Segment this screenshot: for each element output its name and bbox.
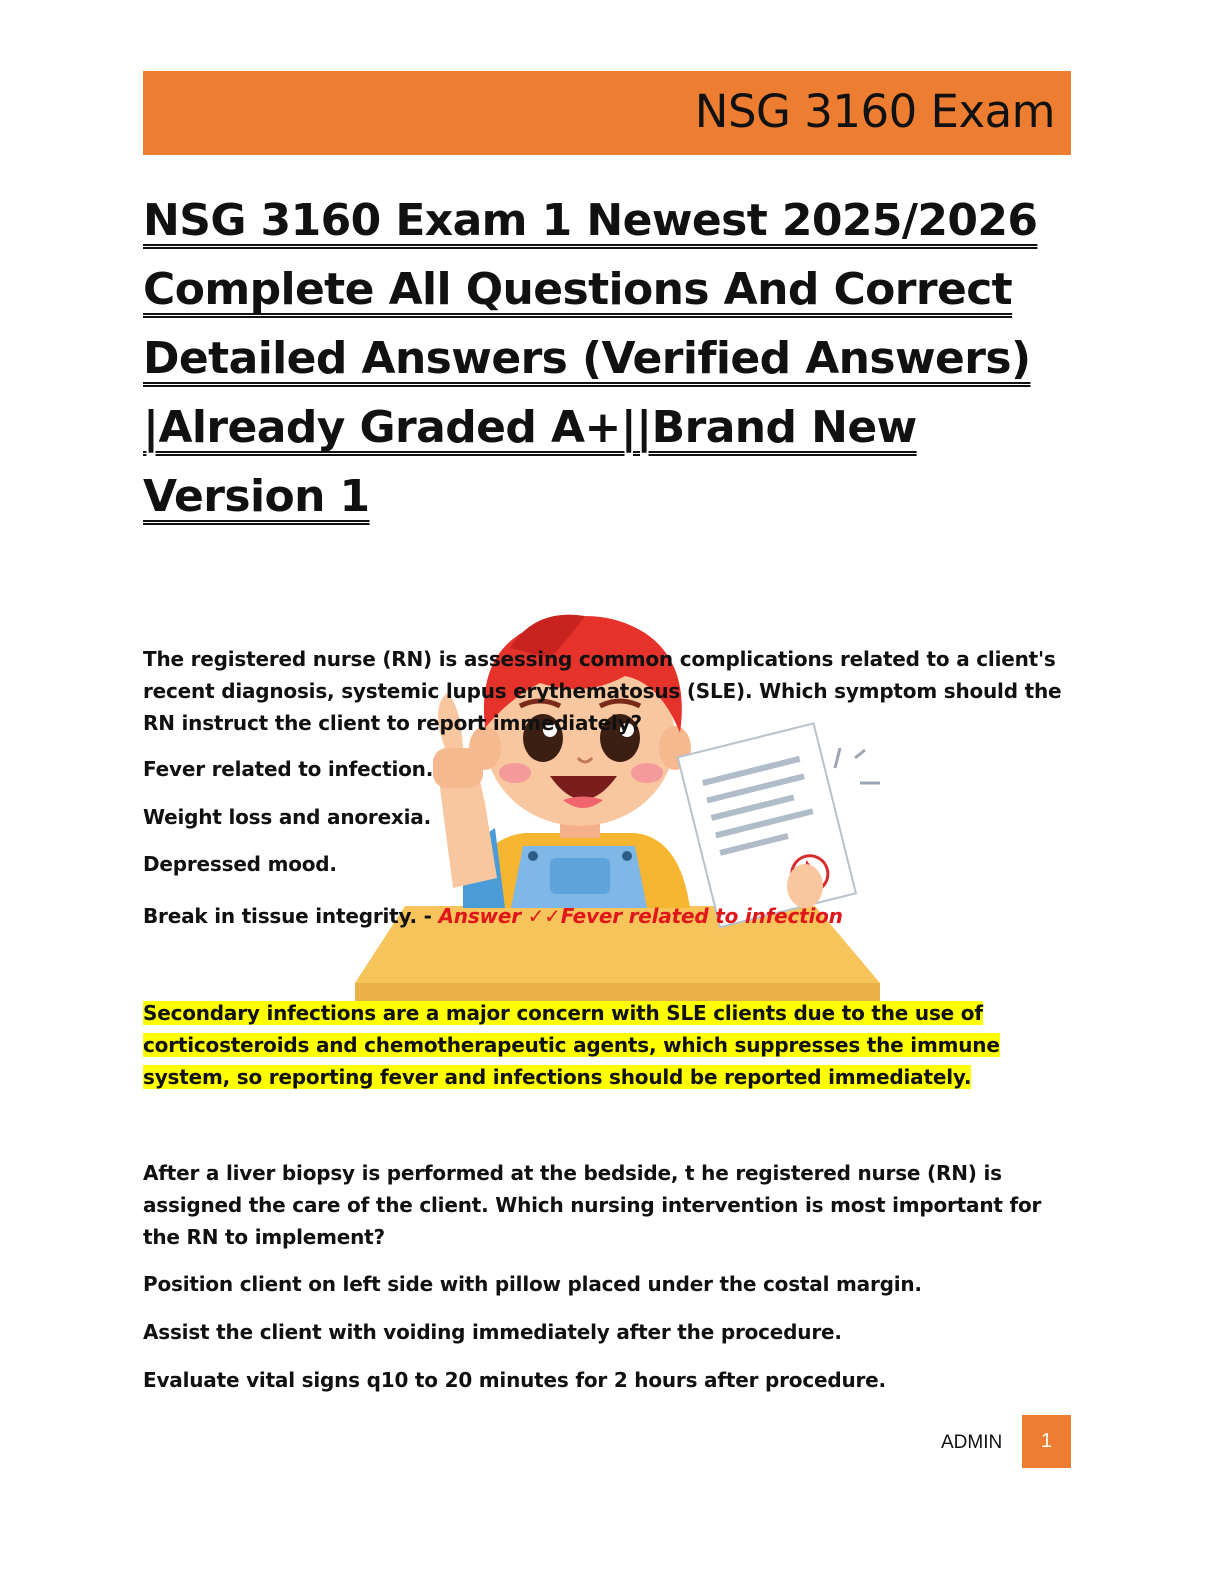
question-1-rationale [143,997,1043,1093]
rationale-line: system, so reporting fever and infections should be reported immediately. [143,1065,972,1089]
page-number: 1 [1022,1415,1071,1468]
header-bar [143,71,1071,155]
question-1-option-with-answer [143,902,843,930]
question-line: assigned the care of the client. Which nursing intervention is most important for [143,1193,1042,1217]
document-title [143,186,1083,531]
question-line: The registered nurse (RN) is assessing common complications related to a client's [143,647,1056,671]
title-line: Detailed Answers (Verified Answers) [143,333,1031,384]
question-1-option: Break in tissue integrity. - [143,904,439,928]
question-line: After a liver biopsy is performed at the bedside, t he registered nurse (RN) is [143,1161,1002,1185]
rationale-line: corticosteroids and chemotherapeutic agents, which suppresses the immune [143,1033,1000,1057]
question-1-option: Weight loss and anorexia. [143,805,431,829]
question-line: the RN to implement? [143,1225,385,1249]
footer-author: ADMIN [941,1432,1003,1453]
header-title: NSG 3160 Exam [694,85,1055,138]
question-2-option: Evaluate vital signs q10 to 20 minutes for 2 hours after procedure. [143,1368,886,1392]
question-2-option: Assist the client with voiding immediately after the procedure. [143,1320,842,1344]
question-line: recent diagnosis, systemic lupus erythematosus (SLE). Which symptom should the [143,679,1062,703]
question-line: RN instruct the client to report immediately? [143,711,642,735]
question-2-option: Position client on left side with pillow placed under the costal margin. [143,1272,922,1296]
correct-answer: Answer ✓✓Fever related to infection [438,904,843,928]
question-1-option: Fever related to infection. [143,757,434,781]
title-line: Version 1 [143,471,370,522]
question-1-option: Depressed mood. [143,852,337,876]
title-line: Complete All Questions And Correct [143,264,1013,315]
question-1-stem [143,643,1073,739]
question-2-stem [143,1157,1073,1253]
rationale-line: Secondary infections are a major concern with SLE clients due to the use of [143,1001,983,1025]
title-line: |Already Graded A+||Brand New [143,402,917,453]
title-line: NSG 3160 Exam 1 Newest 2025/2026 [143,195,1038,246]
